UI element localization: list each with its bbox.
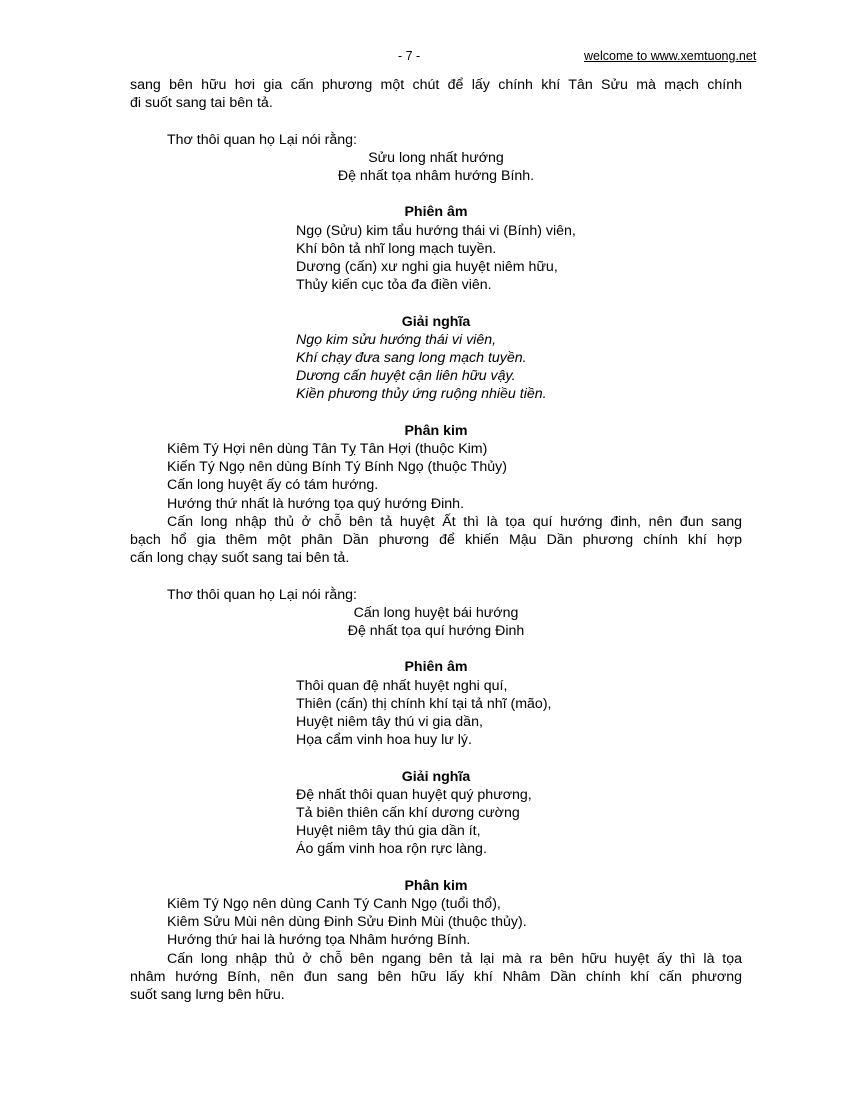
phan-kim-line: Hướng thứ nhất là hướng tọa quý hướng Đinh. — [167, 495, 465, 512]
heading-phan-kim: Phân kim — [404, 422, 468, 439]
verse-line: Thôi quan đệ nhất huyệt nghi quí, — [296, 677, 508, 694]
page-content — [130, 76, 742, 1004]
verse-line: Dương cấn huyệt cận liên hữu vậy. — [296, 368, 516, 385]
verse-line: Khí chạy đưa sang long mạch tuyền. — [296, 350, 527, 366]
verse-title: Sửu long nhất hướng — [368, 149, 504, 166]
phan-kim-line: Kiêm Sửu Mùi nên dùng Đinh Sửu Đinh Mùi (thuộc thủy). — [167, 914, 527, 931]
phan-kim-line: Kiêm Tý Hợi nên dùng Tân Tỵ Tân Hợi (thuộc Kim) — [167, 441, 488, 457]
paragraph-line: cấn long chạy suốt sang tai bên tả. — [130, 550, 350, 567]
website-link[interactable]: welcome to www.xemtuong.net — [584, 49, 757, 63]
page-number: - 7 - — [398, 49, 421, 63]
verse-line: Tả biên thiên cấn khí dương cường — [296, 805, 520, 822]
verse-line: Khí bôn tả nhĩ long mạch tuyền. — [296, 240, 497, 257]
heading-phien-am: Phiên âm — [404, 659, 468, 676]
phan-kim-line: Hướng thứ hai là hướng tọa Nhâm hướng Bính. — [167, 932, 471, 949]
quote-intro: Thơ thôi quan họ Lại nói rằng: — [167, 586, 357, 603]
verse-line: Áo gấm vinh hoa rộn rực làng. — [296, 841, 487, 858]
paragraph-line: nhâm hướng Bính, nên đun sang bên hữu lấy khí Nhâm Dần chính khí cấn phương — [130, 968, 742, 985]
paragraph-line: suốt sang lưng bên hữu. — [130, 987, 285, 1004]
verse-line: Kiền phương thủy ứng ruộng nhiều tiền. — [296, 386, 547, 403]
verse-line: Ngọ kim sửu hướng thái vi viên, — [296, 331, 497, 348]
verse-line: Huyệt niêm tây thú vi gia dần, — [296, 714, 483, 731]
verse-title: Đệ nhất tọa quí hướng Đinh — [347, 623, 525, 640]
verse-line: Họa cẩm vinh hoa huy lư lý. — [296, 732, 472, 749]
paragraph-line: Cấn long nhập thủ ở chỗ bên tả huyệt Ất thì là tọa quí hướng đinh, nên đun sang — [167, 513, 742, 530]
intro-line: sang bên hữu hơi gia cấn phương một chút để lấy chính khí Tân Sửu mà mạch chính — [130, 77, 742, 93]
paragraph-line: bạch hổ gia thêm một phân Dần phương để khiến Mậu Dần phương chính khí hợp — [130, 532, 742, 549]
intro-line: đi suốt sang tai bên tả. — [130, 95, 273, 112]
heading-giai-nghia: Giải nghĩa — [401, 313, 471, 330]
phan-kim-line: Kiêm Tý Ngọ nên dùng Canh Tý Canh Ngọ (tuổi thổ), — [167, 896, 501, 913]
verse-line: Huyệt niêm tây thú gia dần ít, — [296, 823, 481, 840]
quote-intro: Thơ thôi quan họ Lại nói rằng: — [167, 131, 357, 148]
heading-phan-kim: Phân kim — [404, 877, 468, 894]
verse-line: Ngọ (Sửu) kim tẩu hướng thái vi (Bính) viên, — [296, 222, 576, 239]
phan-kim-line: Cấn long huyệt ấy có tám hướng. — [167, 477, 379, 494]
verse-title: Cấn long huyệt bái hướng — [353, 604, 519, 621]
paragraph-line: Cấn long nhập thủ ở chỗ bên ngang bên tả lại mà ra bên hữu huyệt ấy thì là tọa — [167, 950, 742, 967]
verse-line: Dương (cấn) xư nghi gia huyệt niêm hữu, — [296, 259, 558, 275]
verse-title: Đệ nhất tọa nhâm hướng Bính. — [337, 168, 535, 184]
verse-line: Thủy kiến cục tỏa đa điền viên. — [296, 277, 492, 294]
heading-phien-am: Phiên âm — [404, 204, 468, 221]
phan-kim-line: Kiến Tý Ngọ nên dùng Bính Tý Bính Ngọ (thuộc Thủy) — [167, 459, 507, 476]
verse-line: Đệ nhất thôi quan huyệt quý phương, — [296, 786, 532, 803]
verse-line: Thiên (cấn) thị chính khí tại tả nhĩ (mão), — [296, 695, 552, 712]
heading-giai-nghia: Giải nghĩa — [401, 768, 471, 785]
